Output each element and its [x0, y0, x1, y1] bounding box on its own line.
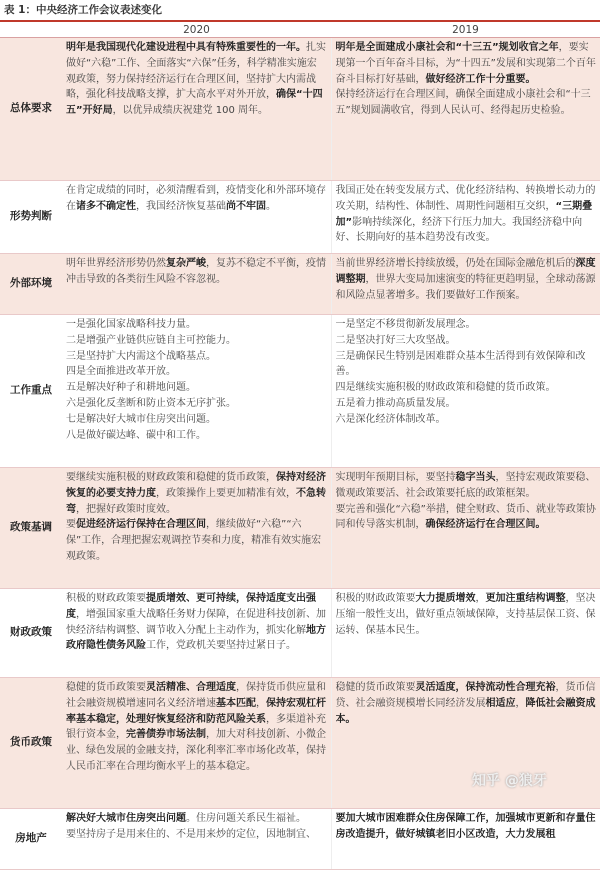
body-text: 稳健的货币政策要	[66, 682, 146, 693]
row-label: 工作重点	[0, 315, 62, 468]
body-text: 六是强化反垄断和防止资本无序扩张。	[66, 397, 236, 409]
header-label-col	[0, 21, 62, 38]
body-text: 一是坚定不移贯彻新发展理念。	[335, 319, 476, 330]
emphasis-text: 大力提质增效	[415, 593, 476, 604]
body-text: ，政策操作上要更加精准有效，	[156, 487, 296, 499]
row-label: 财政政策	[0, 589, 62, 678]
emphasis-text: 保持宏观杠杆率基本稳定，处理好恢复经济和防范风险关系	[66, 697, 326, 725]
body-text: ，多渠道补充银行资本金，	[66, 713, 326, 741]
row-label: 外部环境	[0, 254, 62, 315]
body-text: 扎实做好“六稳”工作、全面落实“六保”任务，科学精准实施宏观政策，努力保持经济运行在合理区间，坚持扩大内需战略，强化科技战略支撑，扩大高水平对外开放，	[66, 42, 326, 101]
emphasis-text: 基本匹配	[216, 697, 256, 709]
body-text: 二是坚决打好三大攻坚战。	[335, 334, 456, 346]
table-row	[0, 468, 600, 589]
header-2019: 2019	[331, 21, 600, 38]
emphasis-text: 要加大城市困难群众住房保障工作，加强城市更新和存量住房改造提升，做好城镇老旧小区改造，大力发展租	[335, 813, 596, 840]
body-text: ，我国经济恢复基础	[136, 200, 226, 212]
body-text: ，货币信贷、社会融资规模增长同经济发展	[335, 682, 596, 709]
emphasis-text: 地方政府隐性债务风险	[66, 624, 326, 652]
table-row	[0, 38, 600, 181]
emphasis-text: 促进经济运行保持在合理区间	[76, 519, 206, 531]
emphasis-text: 提质增效、更可持续，保持适度支出强度	[66, 593, 316, 620]
emphasis-text: 深度调整期	[335, 258, 596, 285]
cell-2020	[62, 468, 331, 589]
body-text: 一是强化国家战略科技力量。	[66, 319, 196, 330]
body-text: ，	[256, 697, 266, 709]
watermark: 知乎 @狼牙	[472, 773, 547, 789]
emphasis-text: 灵活适度，保持流动性合理充裕	[415, 682, 556, 693]
row-label: 政策基调	[0, 468, 62, 589]
cell-2019	[331, 468, 600, 589]
body-text: 积极的财政政策要	[335, 593, 416, 604]
table-title: 表 1：中央经济工作会议表述变化	[4, 4, 162, 16]
row-label: 总体要求	[0, 38, 62, 181]
emphasis-text: 明年是全面建成小康社会和“十三五”规划收官之年	[335, 42, 559, 53]
body-text: ，增强国家重大战略任务财力保障，在促进科技创新、加快经济结构调整、调节收入分配上主动作为，抓实化解	[66, 608, 326, 636]
body-text: 四是继续实施积极的财政政策和稳健的货币政策。	[335, 382, 556, 394]
cell-2019	[331, 254, 600, 315]
body-text: 实现明年预期目标，要坚持	[335, 472, 456, 483]
body-text: 七是解决好大城市住房突出问题。	[66, 413, 216, 425]
body-text: 影响持续深化，经济下行压力加大。我国经济稳中向好、长期向好的基本趋势没有改变。	[335, 216, 583, 244]
body-text: 。	[266, 200, 276, 212]
emphasis-text: 相适应	[485, 697, 516, 709]
cell-2020	[62, 315, 331, 468]
emphasis-text: 解决好大城市住房突出问题	[66, 813, 186, 824]
cell-2019	[331, 315, 600, 468]
body-text: 二是增强产业链供应链自主可控能力。	[66, 334, 236, 346]
body-text: 要坚持房子是用来住的、不是用来炒的定位，因地制宜、	[66, 828, 316, 840]
body-text: 三是坚持扩大内需这个战略基点。	[66, 350, 216, 362]
body-text: 要继续实施积极的财政政策和稳健的货币政策，	[66, 472, 276, 483]
cell-2020	[62, 181, 331, 254]
emphasis-text: 复杂严峻	[166, 258, 206, 269]
cell-2020	[62, 38, 331, 181]
body-text: 五是着力推动高质量发展。	[335, 397, 456, 409]
cell-2020	[62, 809, 331, 870]
body-text: 保持经济运行在合理区间，确保全面建成小康社会和“十三五”规划圆满收官，得到人民认可、经得起历史检验。	[335, 89, 591, 117]
body-text: 要完善和强化“六稳”举措，健全财政、货币、就业等政策协同和传导落实机制，	[335, 503, 596, 531]
emphasis-text: 更加注重结构调整	[485, 593, 566, 604]
cell-2020	[62, 254, 331, 315]
emphasis-text: 尚不牢固	[226, 200, 266, 212]
emphasis-text: “三期叠加”	[335, 200, 593, 228]
cell-2019	[331, 809, 600, 870]
body-text: 要	[66, 519, 76, 531]
emphasis-text: 不急转弯	[66, 487, 326, 515]
body-text: ，世界大变局加速演变的特征更趋明显，全球动荡源和风险点显著增多。我们要做好工作预案。	[335, 273, 596, 301]
body-text: 我国正处在转变发展方式、优化经济结构、转换增长动力的攻关期，结构性、体制性、周期性问题相互交织，	[335, 185, 596, 212]
emphasis-text: 确保“十四五”开好局	[66, 89, 323, 117]
cell-2020	[62, 589, 331, 678]
body-text: ，把握好政策时度效。	[76, 503, 176, 515]
body-text: ，坚决压缩一般性支出，做好重点领域保障，支持基层保工资、保运转、保基本民生。	[335, 593, 596, 636]
table-row	[0, 181, 600, 254]
emphasis-text: 降低社会融资成本。	[335, 697, 596, 725]
body-text: ，坚持宏观政策要稳、微观政策要活、社会政策要托底的政策框架。	[335, 472, 596, 499]
table-row	[0, 254, 600, 315]
emphasis-text: 确保经济运行在合理区间。	[425, 519, 546, 531]
emphasis-text: 做好经济工作十分重要。	[425, 73, 536, 85]
body-text: ，要实现第一个百年奋斗目标，为“十四五”发展和实现第二个百年奋斗目标打好基础，	[335, 42, 596, 85]
body-text: 三是确保民生特别是困难群众基本生活得到有效保障和改善。	[335, 350, 586, 378]
body-text: 明年世界经济形势仍然	[66, 258, 166, 269]
body-text: 六是深化经济体制改革。	[335, 413, 446, 425]
emphasis-text: 完善债券市场法制	[126, 729, 206, 741]
policy-comparison-table	[0, 20, 600, 870]
row-label: 形势判断	[0, 181, 62, 254]
body-text: ，保持货币供应量和社会融资规模增速同名义经济增速	[66, 682, 326, 709]
body-text: 当前世界经济增长持续放缓，仍处在国际金融危机后的	[335, 258, 576, 269]
body-text: ，继续做好“六稳”“六保”工作，合理把握宏观调控节奏和力度，精准有效实施宏观政策。	[66, 519, 322, 562]
emphasis-text: 明年是我国现代化建设进程中具有特殊重要性的一年。	[66, 42, 306, 53]
table-row	[0, 589, 600, 678]
body-text: ，复苏不稳定不平衡，疫情冲击导致的各类衍生风险不容忽视。	[66, 258, 326, 285]
cell-2019	[331, 181, 600, 254]
cell-2019	[331, 589, 600, 678]
emphasis-text: 灵活精准、合理适度	[146, 682, 236, 693]
body-text: ，	[515, 697, 526, 709]
body-text: 。住房问题关系民生福祉。	[186, 813, 306, 824]
body-text: 八是做好碳达峰、碳中和工作。	[66, 429, 206, 441]
body-text: 稳健的货币政策要	[335, 682, 416, 693]
table-row	[0, 315, 600, 468]
body-text: 五是解决好种子和耕地问题。	[66, 382, 196, 394]
body-text: ，以优异成绩庆祝建党 100 周年。	[112, 105, 269, 117]
emphasis-text: 诸多不确定性	[76, 200, 136, 212]
table-row	[0, 809, 600, 870]
header-row	[0, 21, 600, 38]
cell-2019	[331, 678, 600, 809]
body-text: 在肯定成绩的同时，必须清醒看到，疫情变化和外部环境存在	[66, 185, 326, 212]
body-text: 积极的财政政策要	[66, 593, 146, 604]
body-text: 四是全面推进改革开放。	[66, 366, 176, 378]
cell-2019	[331, 38, 600, 181]
row-label: 货币政策	[0, 678, 62, 809]
body-text: ，	[475, 593, 486, 604]
row-label: 房地产	[0, 809, 62, 870]
emphasis-text: 稳字当头	[455, 472, 496, 483]
emphasis-text: 保持对经济恢复的必要支持力度	[66, 472, 326, 499]
header-2020: 2020	[62, 21, 331, 38]
cell-2020	[62, 678, 331, 809]
body-text: 工作，党政机关要坚持过紧日子。	[146, 640, 296, 652]
body-text: ，加大对科技创新、小微企业、绿色发展的金融支持，深化利率汇率市场化改革，保持人民币汇率在合理均衡水平上的基本稳定。	[66, 729, 326, 772]
